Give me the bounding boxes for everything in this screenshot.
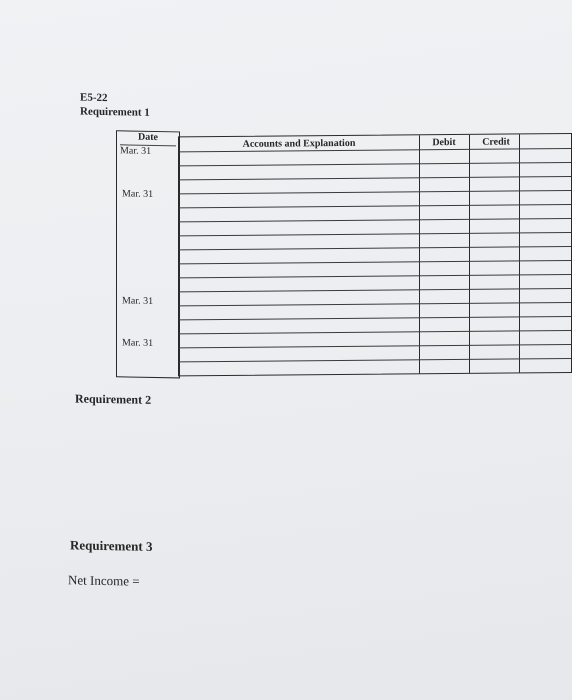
ledger-row-line <box>179 218 571 222</box>
journal-entry-grid <box>178 133 572 376</box>
requirement-2-heading: Requirement 2 <box>75 391 152 407</box>
ledger-row-line <box>179 358 571 362</box>
accounts-column-header: Accounts and Explanation <box>242 137 356 150</box>
ledger-row-line <box>179 316 571 320</box>
credit-column-header: Credit <box>482 136 510 148</box>
exercise-title: E5-22 <box>80 91 108 105</box>
date-entry: Mar. 31 <box>122 337 154 349</box>
ledger-row-line <box>179 344 571 348</box>
credit-column-right-divider <box>519 134 520 372</box>
date-entry: Mar. 31 <box>122 295 154 307</box>
ledger-row-line <box>179 302 571 306</box>
date-column <box>116 130 180 378</box>
ledger-row-line <box>179 176 571 180</box>
date-entry: Mar. 31 <box>120 144 176 157</box>
ledger-row-line <box>179 288 571 292</box>
ledger-row-line <box>179 260 571 264</box>
date-entry: Mar. 31 <box>122 188 154 200</box>
debit-column-divider <box>419 135 420 373</box>
credit-column-divider <box>469 135 470 373</box>
requirement-3-heading: Requirement 3 <box>70 537 153 554</box>
ledger-row-line <box>179 204 571 208</box>
ledger-row-line <box>179 190 571 194</box>
ledger-row-line <box>179 274 571 278</box>
requirement-1-heading: Requirement 1 <box>80 105 150 119</box>
ledger-row-line <box>179 232 571 236</box>
ledger-row-line <box>179 246 571 250</box>
ledger-row-line <box>179 330 571 334</box>
debit-column-header: Debit <box>432 136 456 149</box>
ledger-row-line <box>179 162 571 166</box>
date-column-header: Date <box>138 131 158 144</box>
net-income-label: Net Income = <box>68 572 140 589</box>
